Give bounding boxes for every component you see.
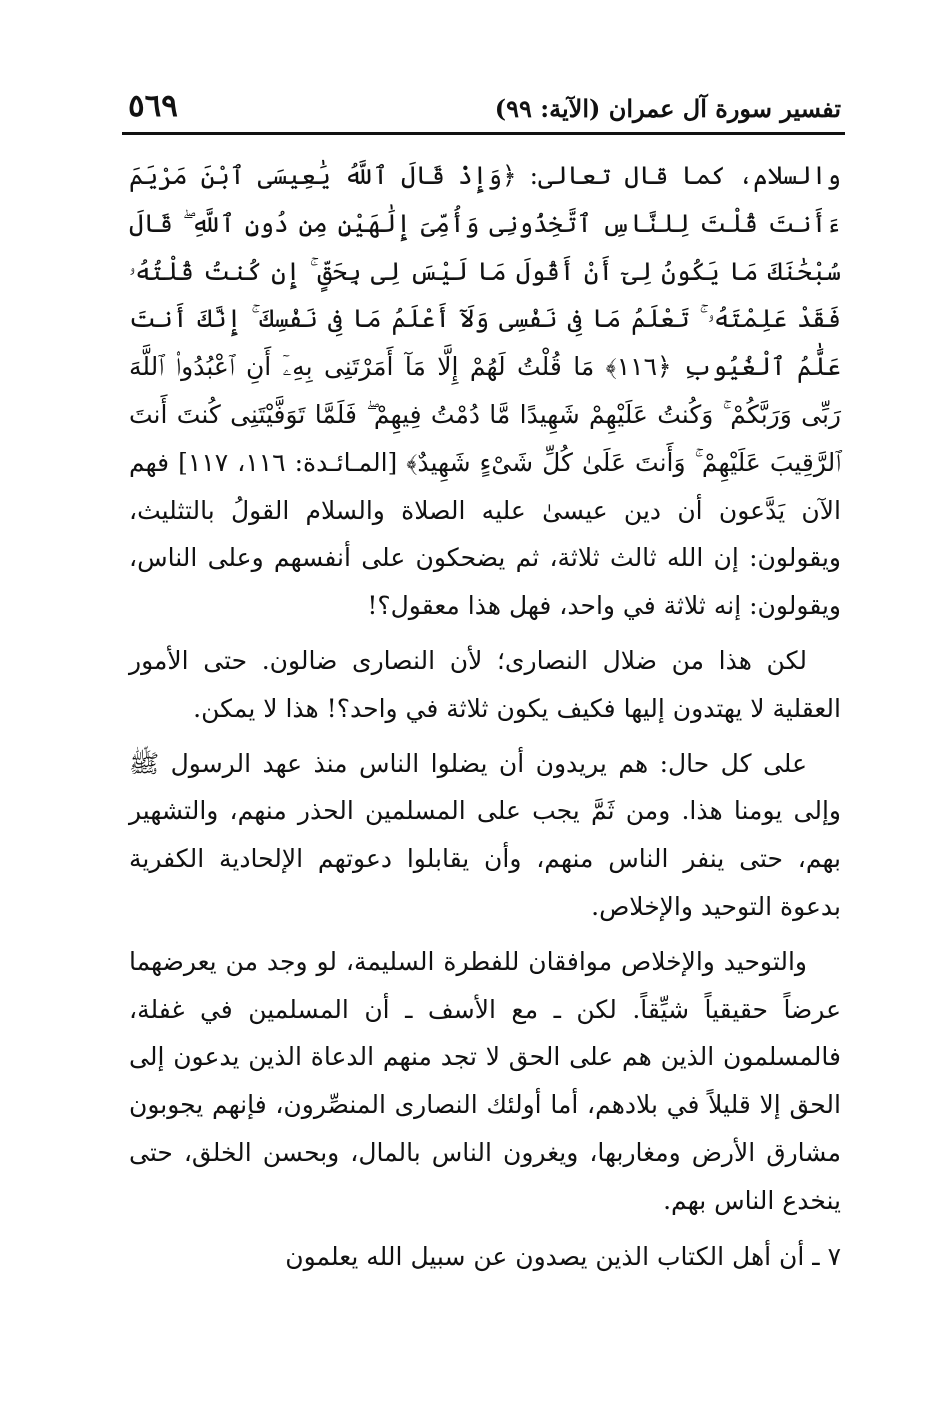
paragraph-tawhid: والتوحيد والإخلاص موافقان للفطرة السليمة، لو وجد من يعرضهما عرضاً حقيقياً شيِّقاً. لكن ـ مع الأسف ـ أن المسلمين في غفلة، فالمسلمون الذين هم على الحق لا تجد منهم الدعاة الذين يدعون إلى الحق إلا قليلاً في بلادهم، أما أولئك النصارى المنصِّرون، فإنهم يجوبون مشارق الأرض ومغاربها، ويغرون الناس بالمال، وبحسن الخلق، حتى ينخدع الناس بهم. bbox=[129, 946, 841, 1215]
body-text bbox=[129, 152, 841, 1287]
paragraph-warning: على كل حال: هم يريدون أن يضلوا الناس منذ عهد الرسول ﷺ وإلى يومنا هذا. ومن ثَمَّ يجب على المسلمين الحذر منهم، والتشهير بهم، حتى ينفر الناس منهم، وأن يقابلوا دعوتهم الإلحادية الكفرية بدعوة التوحيد والإخلاص. bbox=[129, 748, 841, 921]
paragraph-quran-quote: والسلام، كما قال تعالى: ﴿وَإِذْ قَالَ ٱللَّهُ يَٰعِيسَى ٱبْنَ مَرْيَمَ ءَأَنتَ قُلْتَ لِلنَّاسِ ٱتَّخِذُونِى وَأُمِّىَ إِلَٰهَيْنِ مِن دُونِ ٱللَّهِ ۖ قَالَ سُبْحَٰنَكَ مَا يَكُونُ لِىٓ أَنْ أَقُولَ مَا لَيْسَ لِى بِحَقٍّ ۚ إِن كُنتُ قُلْتُهُۥ فَقَدْ عَلِمْتَهُۥ ۚ تَعْلَمُ مَا فِى نَفْسِى وَلَآ أَعْلَمُ مَا فِى نَفْسِكَ ۚ إِنَّكَ أَنتَ عَلَّٰمُ ٱلْغُيُوبِ ﴿١١٦﴾ مَا قُلْتُ لَهُمْ إِلَّا مَآ أَمَرْتَنِى بِهِۦٓ أَنِ ٱعْبُدُوا۟ ٱللَّهَ رَبِّى وَرَبَّكُمْ ۚ وَكُنتُ عَلَيْهِمْ شَهِيدًا مَّا دُمْتُ فِيهِمْ ۖ فَلَمَّا تَوَفَّيْتَنِى كُنتَ أَنتَ ٱلرَّقِيبَ عَلَيْهِمْ ۚ وَأَنتَ عَلَىٰ كُلِّ شَىْءٍ شَهِيدٌ﴾ [المـائـدة: ١١٦، ١١٧] فهم الآن يَدَّعون أن دين عيسىٰ عليه الصلاة والسلام القولُ بالتثليث، ويقولون: إن الله ثالث ثلاثة، ثم يضحكون على أنفسهم وعلى الناس، ويقولون: إنه ثلاثة في واحد، فهل هذا معقول؟! bbox=[129, 161, 842, 621]
paragraph-christians-misguidance: لكن هذا من ضلال النصارى؛ لأن النصارى ضالون. حتى الأمور العقلية لا يهتدون إليها فكيف يكون ثلاثة في واحد؟! هذا لا يمكن. bbox=[129, 645, 841, 723]
page-number: ٥٦٩ bbox=[128, 88, 178, 124]
header-divider bbox=[122, 132, 845, 135]
page-header bbox=[128, 88, 841, 132]
numbered-point-7: ٧ ـ أن أهل الكتاب الذين يصدون عن سبيل الله يعلمون bbox=[285, 1241, 841, 1271]
running-title: تفسير سورة آل عمران (الآية: ٩٩) bbox=[494, 94, 841, 123]
